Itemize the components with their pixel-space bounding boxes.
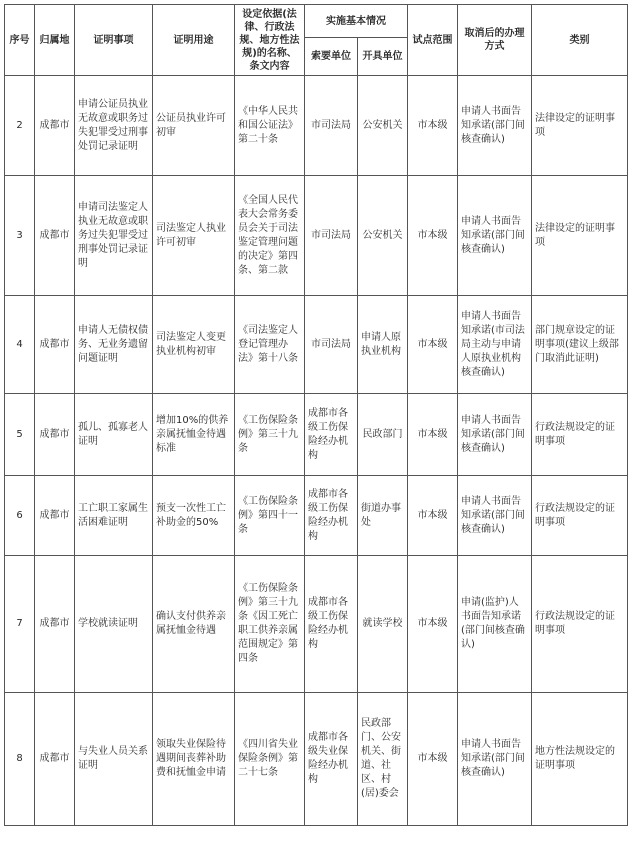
table-row [5,176,628,296]
cell-pilot-scope: 市本级 [408,556,458,693]
cell-cert-use: 确认支付供养亲属抚恤金待遇 [153,556,235,693]
cell-legal-basis: 《中华人民共和国公证法》第二十条 [235,76,305,176]
cell-pilot-scope: 市本级 [408,76,458,176]
cell-issuing-unit: 民政部门 [358,394,408,476]
cell-post-cancel-method: 申请人书面告知承诺(部门间核查确认) [458,176,532,296]
cell-legal-basis: 《工伤保险条例》第三十九条《因工死亡职工供养亲属范围规定》第四条 [235,556,305,693]
cell-category: 法律设定的证明事项 [532,176,628,296]
cell-cert-use: 领取失业保险待遇期间丧葬补助费和抚恤金申请 [153,693,235,826]
cell-cert-use: 公证员执业许可初审 [153,76,235,176]
header-seq: 序号 [5,5,35,76]
header-region: 归属地 [35,5,75,76]
header-post-cancel-method: 取消后的办理方式 [458,5,532,76]
cell-legal-basis: 《工伤保险条例》第三十九条 [235,394,305,476]
cell-issuing-unit: 街道办事处 [358,476,408,556]
cell-issuing-unit: 民政部门、公安机关、街道、社区、村(居)委会 [358,693,408,826]
table-row [5,296,628,394]
table-body [5,76,628,826]
cell-cert-use: 预支一次性工亡补助金的50% [153,476,235,556]
cell-cert-item: 申请司法鉴定人执业无故意或职务过失犯罪受过刑事处罚记录证明 [75,176,153,296]
cell-cert-item: 申请公证员执业无故意或职务过失犯罪受过刑事处罚记录证明 [75,76,153,176]
header-cert-use: 证明用途 [153,5,235,76]
cell-post-cancel-method: 申请(监护)人书面告知承诺(部门间核查确认) [458,556,532,693]
header-cert-item: 证明事项 [75,5,153,76]
cell-issuing-unit: 公安机关 [358,76,408,176]
cell-pilot-scope: 市本级 [408,176,458,296]
cell-requesting-unit: 成都市各级失业保险经办机构 [305,693,358,826]
cell-cert-use: 司法鉴定人变更执业机构初审 [153,296,235,394]
table-row [5,76,628,176]
cell-seq: 8 [5,693,35,826]
cell-category: 法律设定的证明事项 [532,76,628,176]
cell-region: 成都市 [35,693,75,826]
header-implementation-status: 实施基本情况 [305,5,408,38]
cell-cert-item: 孤儿、孤寡老人证明 [75,394,153,476]
cell-region: 成都市 [35,556,75,693]
cell-seq: 7 [5,556,35,693]
cell-category: 行政法规设定的证明事项 [532,556,628,693]
cell-region: 成都市 [35,476,75,556]
cell-seq: 2 [5,76,35,176]
cell-seq: 3 [5,176,35,296]
cell-legal-basis: 《工伤保险条例》第四十一条 [235,476,305,556]
table-header [5,5,628,76]
cell-issuing-unit: 公安机关 [358,176,408,296]
header-pilot-scope: 试点范围 [408,5,458,76]
cell-post-cancel-method: 申请人书面告知承诺(部门间核查确认) [458,693,532,826]
certificate-items-table-sheet [4,4,628,826]
cell-requesting-unit: 成都市各级工伤保险经办机构 [305,394,358,476]
cell-cert-item: 学校就读证明 [75,556,153,693]
cell-legal-basis: 《四川省失业保险条例》第二十七条 [235,693,305,826]
cell-cert-use: 增加10%的供养亲属抚恤金待遇标准 [153,394,235,476]
cell-legal-basis: 《司法鉴定人登记管理办法》第十八条 [235,296,305,394]
cell-category: 行政法规设定的证明事项 [532,394,628,476]
cell-category: 行政法规设定的证明事项 [532,476,628,556]
header-legal-basis: 设定依据(法律、行政法规、地方性法规)的名称、条文内容 [235,5,305,76]
cell-requesting-unit: 市司法局 [305,76,358,176]
cell-region: 成都市 [35,76,75,176]
cell-post-cancel-method: 申请人书面告知承诺(市司法局主动与申请人原执业机构核查确认) [458,296,532,394]
cell-requesting-unit: 市司法局 [305,176,358,296]
cell-legal-basis: 《全国人民代表大会常务委员会关于司法鉴定管理问题的决定》第四条、第二款 [235,176,305,296]
cell-post-cancel-method: 申请人书面告知承诺(部门间核查确认) [458,394,532,476]
table-row [5,556,628,693]
cell-seq: 4 [5,296,35,394]
cell-post-cancel-method: 申请人书面告知承诺(部门间核查确认) [458,76,532,176]
header-issuing-unit: 开具单位 [358,38,408,76]
cell-requesting-unit: 成都市各级工伤保险经办机构 [305,556,358,693]
certificate-items-table [4,4,628,826]
cell-pilot-scope: 市本级 [408,476,458,556]
cell-category: 地方性法规设定的证明事项 [532,693,628,826]
header-requesting-unit: 索要单位 [305,38,358,76]
cell-requesting-unit: 成都市各级工伤保险经办机构 [305,476,358,556]
cell-region: 成都市 [35,176,75,296]
table-row [5,476,628,556]
cell-region: 成都市 [35,394,75,476]
cell-pilot-scope: 市本级 [408,394,458,476]
cell-cert-item: 工亡职工家属生活困难证明 [75,476,153,556]
table-row [5,693,628,826]
cell-cert-item: 与失业人员关系证明 [75,693,153,826]
table-row [5,394,628,476]
cell-seq: 6 [5,476,35,556]
cell-pilot-scope: 市本级 [408,296,458,394]
cell-issuing-unit: 就读学校 [358,556,408,693]
cell-pilot-scope: 市本级 [408,693,458,826]
cell-cert-item: 申请人无债权债务、无业务遗留问题证明 [75,296,153,394]
cell-requesting-unit: 市司法局 [305,296,358,394]
cell-region: 成都市 [35,296,75,394]
cell-post-cancel-method: 申请人书面告知承诺(部门间核查确认) [458,476,532,556]
cell-issuing-unit: 申请人原执业机构 [358,296,408,394]
header-category: 类别 [532,5,628,76]
cell-cert-use: 司法鉴定人执业许可初审 [153,176,235,296]
cell-category: 部门规章设定的证明事项(建议上级部门取消此证明) [532,296,628,394]
cell-seq: 5 [5,394,35,476]
